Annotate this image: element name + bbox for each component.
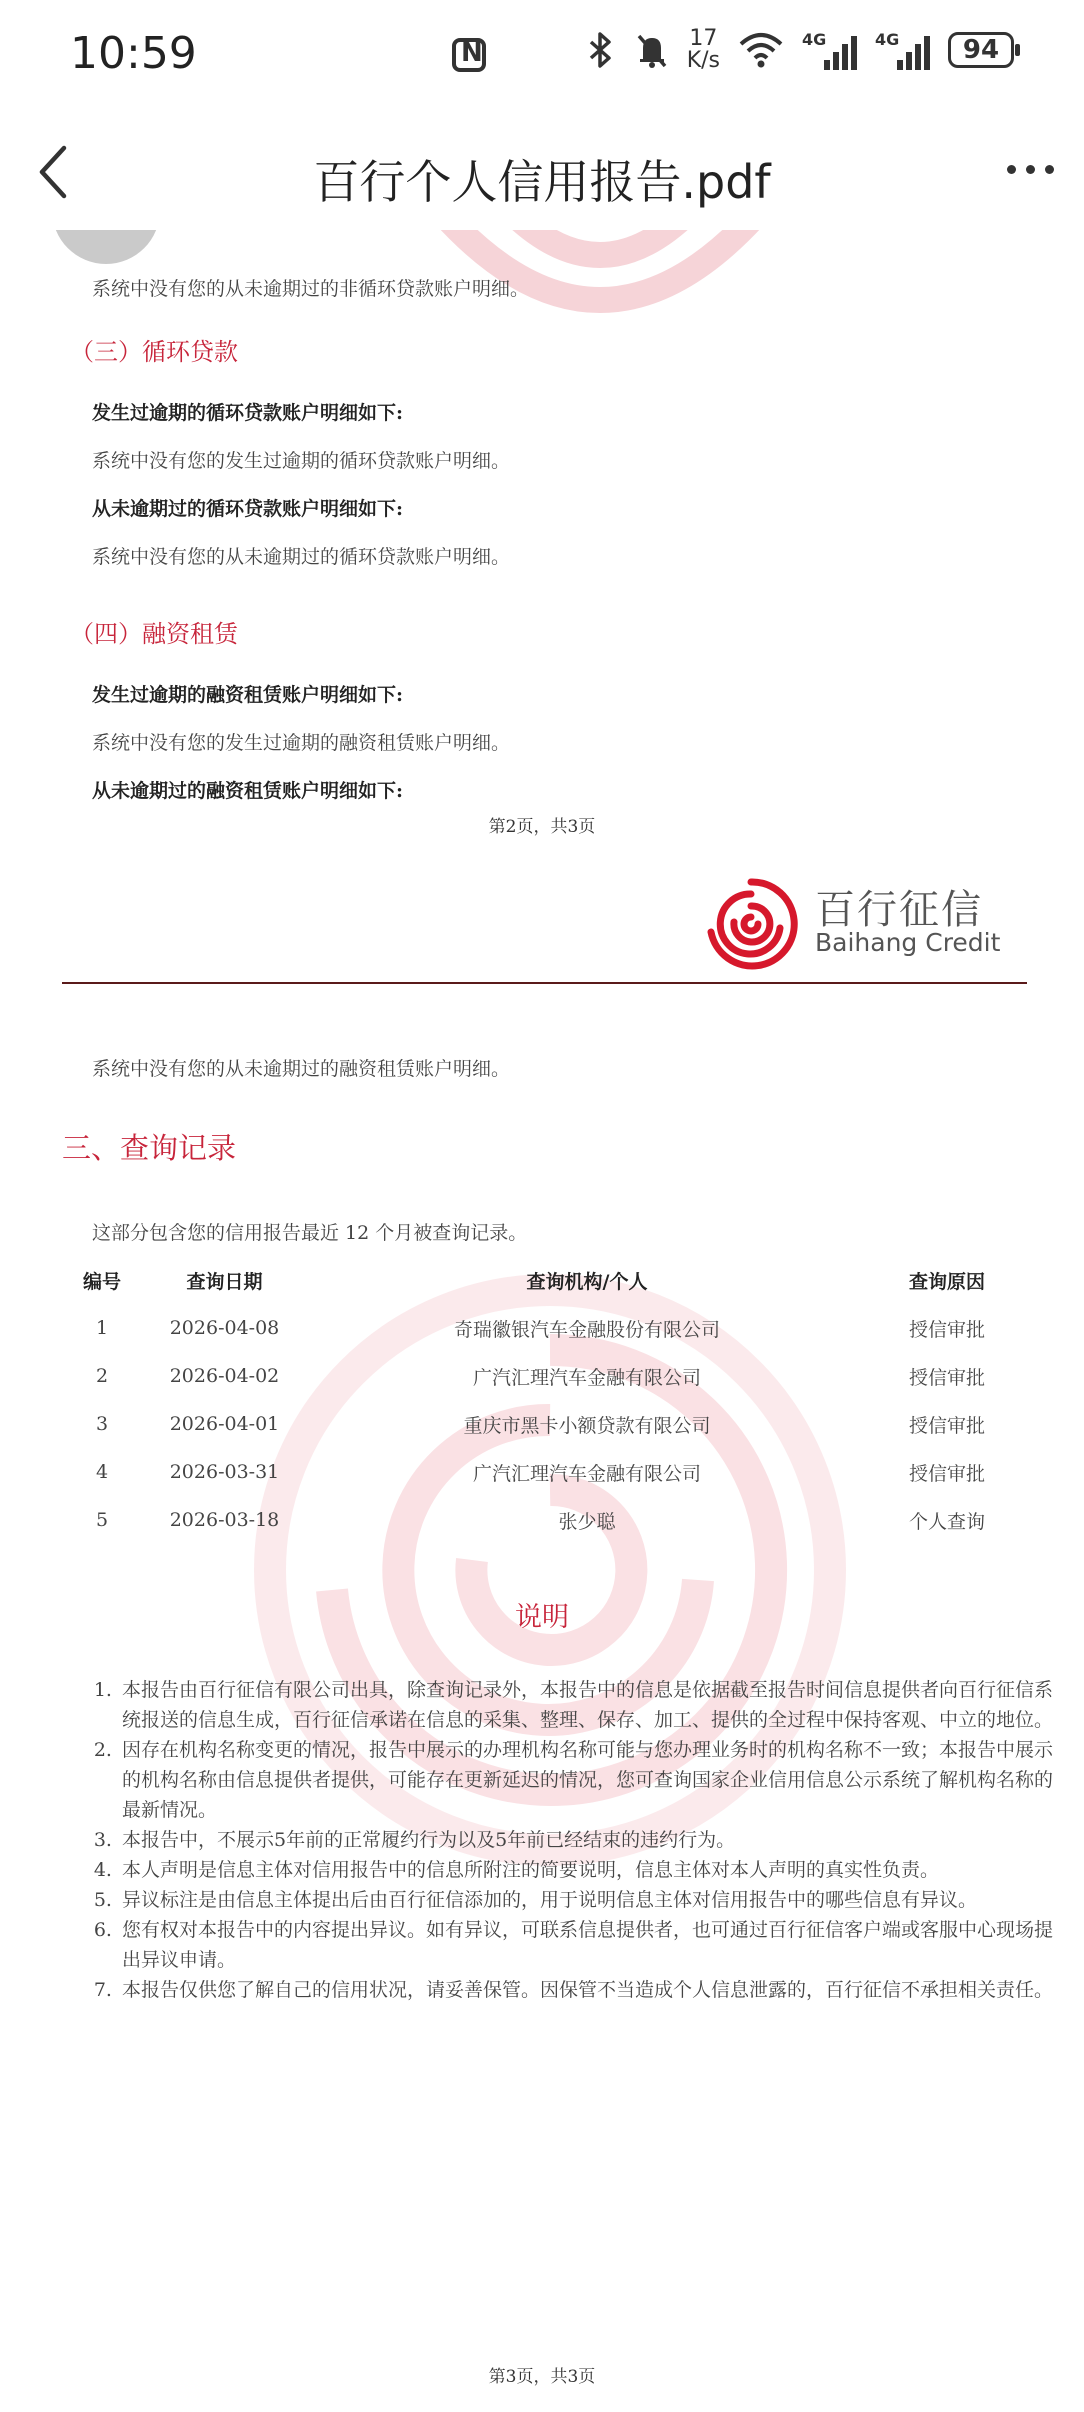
cell: 4 <box>95 1461 109 1483</box>
wifi-icon <box>738 30 784 70</box>
table-header-row <box>62 1256 1027 1304</box>
mute-bell-icon <box>635 30 669 70</box>
table-row <box>62 1400 1027 1448</box>
col-header: 查询原因 <box>908 1270 985 1293</box>
text-line: 从未逾期过的融资租赁账户明细如下: <box>92 780 404 802</box>
cell: 2026-03-18 <box>169 1509 280 1531</box>
query-records-table <box>62 1256 1027 1544</box>
table-row <box>62 1352 1027 1400</box>
logo-text-cn: 百行征信 <box>815 887 983 933</box>
cell: 2026-04-08 <box>169 1317 280 1339</box>
cell: 广汽汇理汽车金融有限公司 <box>472 1462 701 1485</box>
pdf-viewer[interactable] <box>0 220 1084 2412</box>
net-speed: 17 K/s <box>686 26 720 73</box>
cell: 2026-04-02 <box>169 1365 280 1387</box>
battery-icon: 94 <box>948 32 1014 68</box>
query-intro: 这部分包含您的信用报告最近 12 个月被查询记录。 <box>92 1222 528 1244</box>
cell: 广汽汇理汽车金融有限公司 <box>472 1366 701 1389</box>
cell: 授信审批 <box>908 1366 985 1389</box>
cell: 重庆市黑卡小额贷款有限公司 <box>463 1414 711 1437</box>
more-options-icon[interactable] <box>1007 165 1054 174</box>
col-header: 查询日期 <box>186 1270 263 1293</box>
page-number: 第2页，共3页 <box>488 817 596 837</box>
bluetooth-icon <box>583 30 617 70</box>
section-heading-query: 三、查询记录 <box>62 1131 237 1165</box>
cell: 奇瑞徽银汽车金融股份有限公司 <box>453 1318 720 1341</box>
text-line: 发生过逾期的融资租赁账户明细如下: <box>92 684 404 706</box>
note-item: 7. 本报告仅供您了解自己的信用状况，请妥善保管。因保管不当造成个人信息泄露的，百行征信不承担相关责任。 <box>118 1975 1066 2005</box>
cell: 2026-03-31 <box>169 1461 280 1483</box>
signal-1-icon: 4G <box>802 30 857 70</box>
cell: 1 <box>95 1317 109 1339</box>
text-line: 发生过逾期的循环贷款账户明细如下: <box>92 402 404 424</box>
app-header <box>0 110 1084 230</box>
page-number: 第3页，共3页 <box>488 2367 596 2387</box>
note-item: 3. 本报告中，不展示5年前的正常履约行为以及5年前已经结束的违约行为。 <box>118 1825 1066 1855</box>
table-row <box>62 1304 1027 1352</box>
text-line: 从未逾期过的循环贷款账户明细如下: <box>92 498 404 520</box>
logo-text-en: Baihang Credit <box>815 928 1001 957</box>
cell: 2026-04-01 <box>169 1413 280 1435</box>
status-bar <box>0 0 1084 110</box>
signal-2-icon: 4G <box>875 30 930 70</box>
cell: 授信审批 <box>908 1318 985 1341</box>
section-heading-leasing: （四）融资租赁 <box>70 620 238 648</box>
note-item: 4. 本人声明是信息主体对信用报告中的信息所附注的简要说明，信息主体对本人声明的真实性负责。 <box>118 1855 1066 1885</box>
document-title: 百行个人信用报告.pdf <box>313 155 771 209</box>
notes-list <box>78 1675 1066 2005</box>
table-row <box>62 1496 1027 1544</box>
text-line: 系统中没有您的发生过逾期的融资租赁账户明细。 <box>92 732 511 754</box>
section-heading-revolving: （三）循环贷款 <box>70 338 238 366</box>
cell: 张少聪 <box>558 1510 616 1533</box>
cell: 授信审批 <box>908 1414 985 1437</box>
text-line: 系统中没有您的发生过逾期的循环贷款账户明细。 <box>92 450 511 472</box>
cell: 5 <box>95 1509 109 1531</box>
cell: 3 <box>95 1413 109 1435</box>
text-line: 系统中没有您的从未逾期过的循环贷款账户明细。 <box>92 546 511 568</box>
note-item: 5. 异议标注是由信息主体提出后由百行征信添加的，用于说明信息主体对信用报告中的哪些信息有异议。 <box>118 1885 1066 1915</box>
text-line: 系统中没有您的从未逾期过的非循环贷款账户明细。 <box>92 278 530 300</box>
note-item: 2. 因存在机构名称变更的情况，报告中展示的办理机构名称可能与您办理业务时的机构名称不一致；本报告中展示的机构名称由信息提供者提供，可能存在更新延迟的情况，您可查询国家企业信用信息公示系统了解机构名称的最新情况。 <box>118 1735 1066 1825</box>
table-row <box>62 1448 1027 1496</box>
nfc-icon <box>452 38 486 72</box>
header-divider <box>62 982 1027 984</box>
text-line: 系统中没有您的从未逾期过的融资租赁账户明细。 <box>92 1058 511 1080</box>
note-item: 1. 本报告由百行征信有限公司出具，除查询记录外，本报告中的信息是依据截至报告时间信息提供者向百行征信系统报送的信息生成，百行征信承诺在信息的采集、整理、保存、加工、提供的全过程中保持客观、中立的地位。 <box>118 1675 1066 1735</box>
notes-title: 说明 <box>515 1602 569 1633</box>
clock: 10:59 <box>70 28 197 79</box>
baihang-logo-icon <box>703 876 799 972</box>
note-item: 6. 您有权对本报告中的内容提出异议。如有异议，可联系信息提供者，也可通过百行征信客户端或客服中心现场提出异议申请。 <box>118 1915 1066 1975</box>
status-icons <box>583 28 1014 72</box>
cell: 个人查询 <box>908 1510 985 1533</box>
col-header: 编号 <box>82 1270 121 1293</box>
cell: 2 <box>95 1365 109 1387</box>
col-header: 查询机构/个人 <box>526 1270 648 1293</box>
cell: 授信审批 <box>908 1462 985 1485</box>
